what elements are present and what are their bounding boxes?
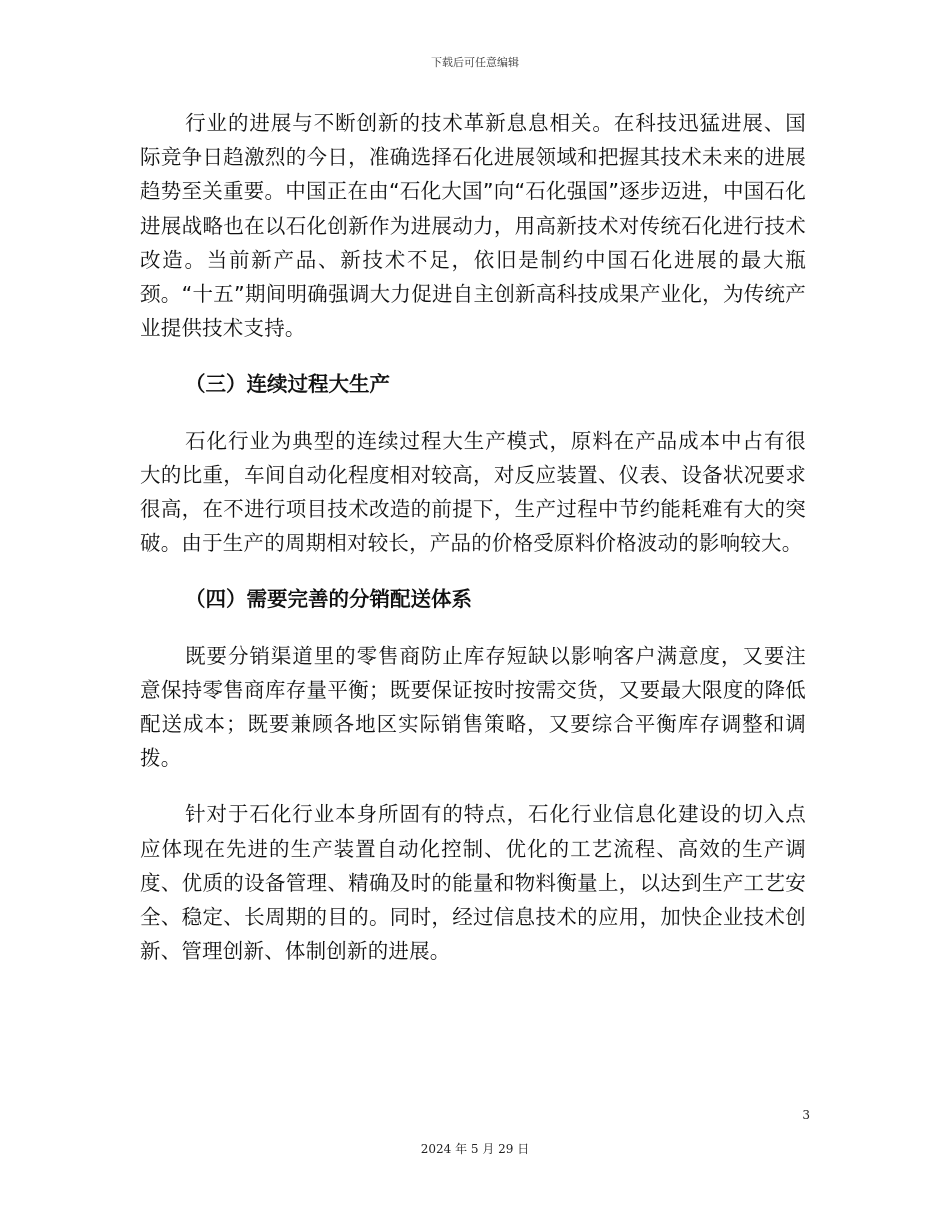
header-note: 下载后可任意编辑 — [431, 56, 519, 69]
paragraph-innovation: 行业的进展与不断创新的技术革新息息相关。在科技迅猛进展、国际竞争日趋激烈的今日，准确选择石化进展领域和把握其技术未来的进展趋势至关重要。中国正在由“石化大国”向“石化强国”逐步迈进，中国石化进展战略也在以石化创新作为进展动力，用高新技术对传统石化进行技术改造。当前新产品、新技术不足，依旧是制约中国石化进展的最大瓶颈。“十五”期间明确强调大力促进自主创新高科技成果产业化，为传统产业提供技术支持。 — [140, 111, 806, 341]
section-heading-continuous-production: （三）连续过程大生产 — [185, 372, 390, 397]
paragraph-distribution: 既要分销渠道里的零售商防止库存短缺以影响客户满意度，又要注意保持零售商库存量平衡；既要保证按时按需交货，又要最大限度的降低配送成本；既要兼顾各地区实际销售策略，又要综合平衡库存调整和调拨。 — [140, 643, 806, 771]
paragraph-production-mode: 石化行业为典型的连续过程大生产模式，原料在产品成本中占有很大的比重，车间自动化程度相对较高，对反应装置、仪表、设备状况要求很高，在不进行项目技术改造的前提下，生产过程中节约能耗难有大的突破。由于生产的周期相对较长，产品的价格受原料价格波动的影响较大。 — [140, 428, 806, 556]
document-body — [140, 106, 806, 990]
section-heading-distribution-system: （四）需要完善的分销配送体系 — [185, 587, 472, 612]
footer-date: 2024 年 5 月 29 日 — [420, 1142, 530, 1156]
paragraph-informatization: 针对于石化行业本身所固有的特点，石化行业信息化建设的切入点应体现在先进的生产装置自动化控制、优化的工艺流程、高效的生产调度、优质的设备管理、精确及时的能量和物料衡量上，以达到生产工艺安全、稳定、长周期的目的。同时，经过信息技术的应用，加快企业技术创新、管理创新、体制创新的进展。 — [140, 802, 806, 964]
page-number: 3 — [802, 1108, 810, 1122]
